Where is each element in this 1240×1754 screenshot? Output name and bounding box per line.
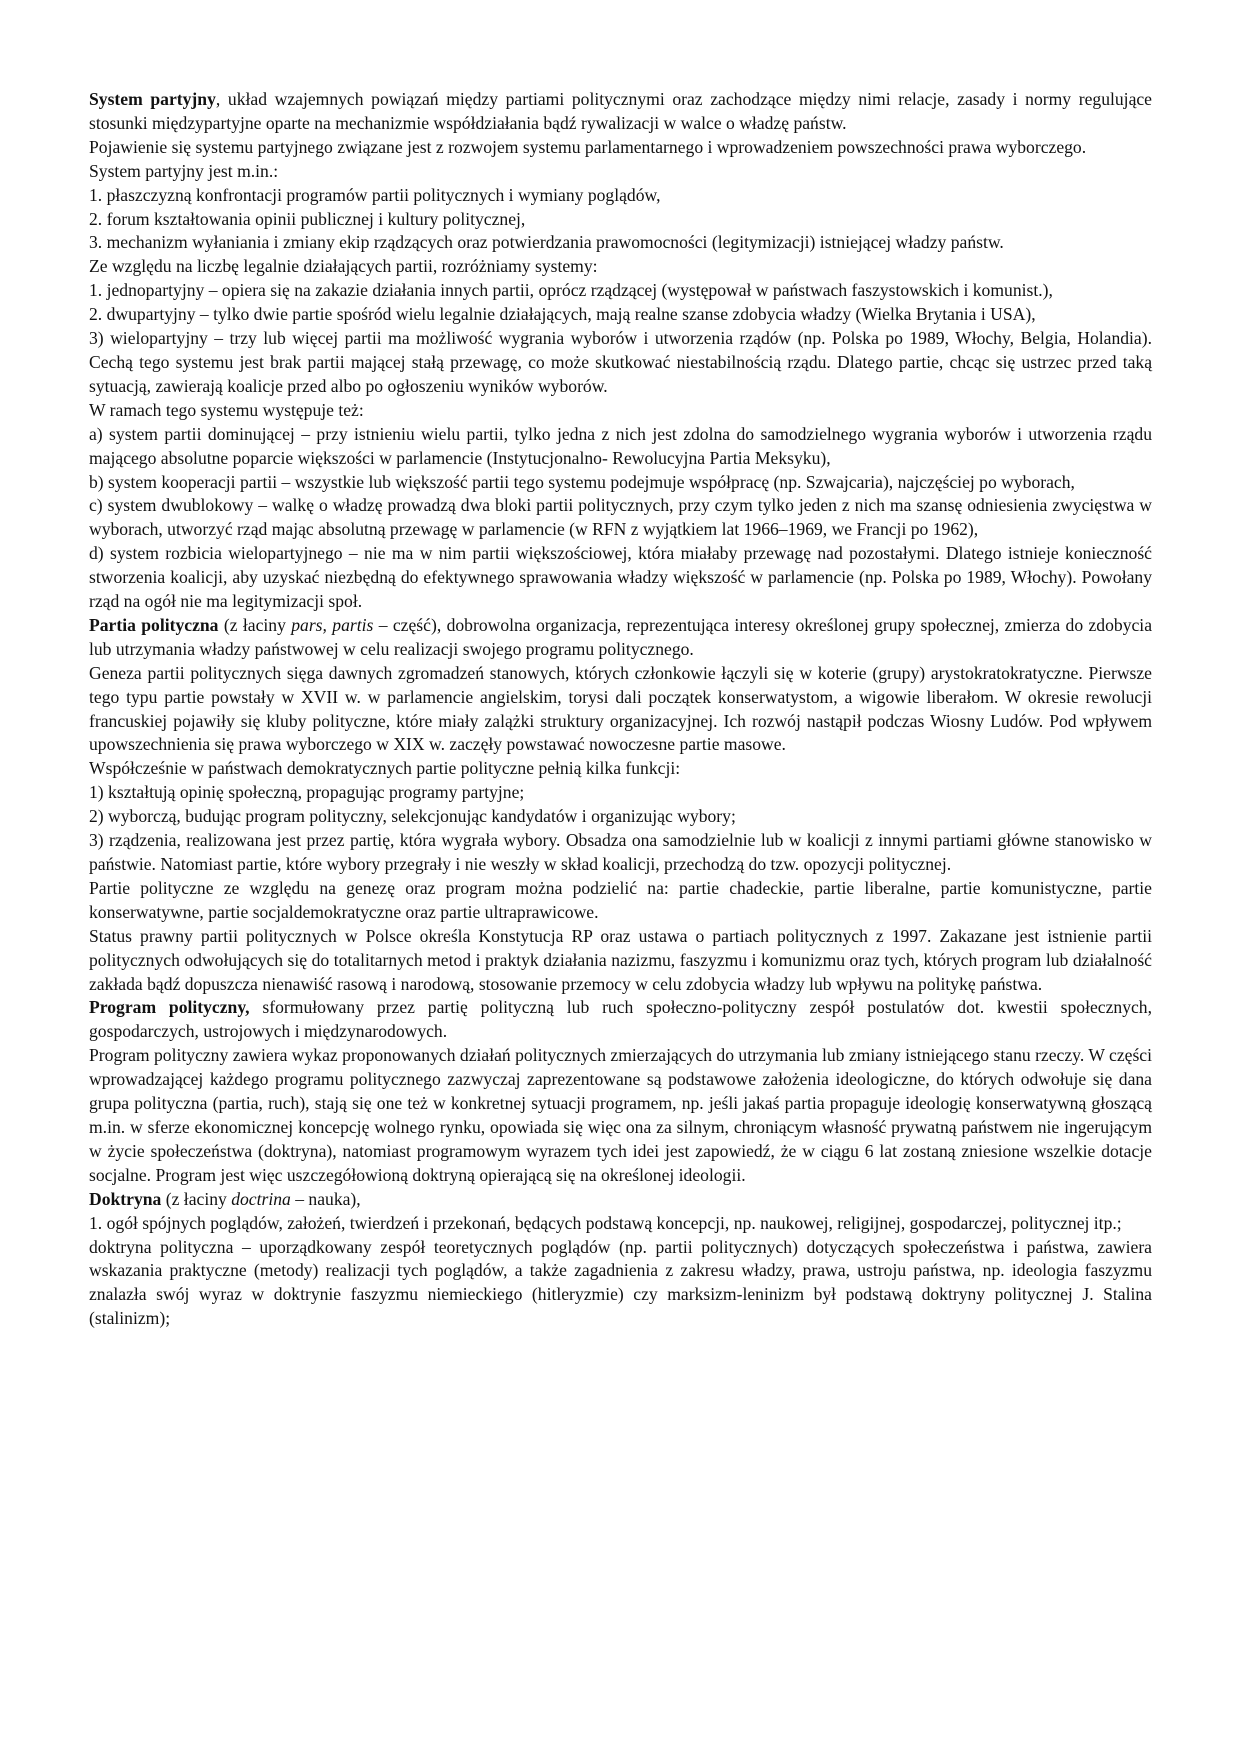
paragraph (89, 423, 1152, 471)
paragraph (89, 1044, 1152, 1187)
paragraph (89, 614, 1152, 662)
paragraph (89, 255, 1152, 279)
paragraph (89, 160, 1152, 184)
paragraph (89, 757, 1152, 781)
text-run: – nauka), (290, 1188, 361, 1209)
bold-term: System partyjny (89, 89, 216, 109)
paragraph (89, 471, 1152, 495)
paragraph (89, 88, 1152, 136)
text-run: 1. ogół spójnych poglądów, założeń, twierdzeń i przekonań, będących podstawą koncepcji, np. naukowej, religijnej, gospodarczej, politycznej itp.; (89, 1212, 1122, 1233)
paragraph (89, 662, 1152, 758)
text-run: 3. mechanizm wyłaniania i zmiany ekip rządzących oraz potwierdzania prawomocności (legitymizacji) istniejącej władzy państw. (89, 232, 1004, 253)
paragraph (89, 925, 1152, 997)
text-run: System partyjny jest m.in.: (89, 160, 279, 181)
text-run: W ramach tego systemu występuje też: (89, 399, 364, 420)
text-run: a) system partii dominującej – przy istnieniu wielu partii, tylko jedna z nich jest zdolna do samodzielnego wygrania wyborów i utworzenia rządu mającego absolutne poparcie większości w parlamencie (Instytucjonalno- Rewolucyjna Partia Meksyku), (89, 423, 1152, 468)
text-run: c) system dwublokowy – walkę o władzę prowadzą dwa bloki partii politycznych, przy czym tylko jeden z nich ma szansę odniesienia zwycięstwa w wyborach, utworzyć rząd mając absolutną przewagę w parlamencie (w RFN z wyjątkiem lat 1966–1969, we Francji po 1962), (89, 495, 1152, 540)
italic-term: doctrina (231, 1188, 291, 1209)
text-run: Status prawny partii politycznych w Polsce określa Konstytucja RP oraz ustawa o partiach politycznych z 1997. Zakazane jest istnienie partii politycznych odwołujących się do totalitarnych metod i praktyk działania nazizmu, faszyzmu i komunizmu oraz tych, których program lub działalność zakłada bądź dopuszcza nienawiść rasową i narodową, stosowanie przemocy w celu zdobycia władzy lub wpływu na politykę państwa. (89, 925, 1152, 994)
text-run: 2. forum kształtowania opinii publicznej i kultury politycznej, (89, 208, 526, 229)
paragraph (89, 136, 1152, 160)
text-run: 3) wielopartyjny – trzy lub więcej partii ma możliwość wygrania wyborów i utworzenia rządów (np. Polska po 1989, Włochy, Belgia, Holandia). Cechą tego systemu jest brak partii mającej stałą przewagę, co może skutkować niestabilnością rządu. Dlatego partie, chcąc się ustrzec przed taką sytuacją, zawierają koalicje przed albo po ogłoszeniu wyników wyborów. (89, 328, 1152, 396)
text-run: 2. dwupartyjny – tylko dwie partie spośród wielu legalnie działających, mają realne szanse zdobycia władzy (Wielka Brytania i USA), (89, 304, 1036, 325)
text-run: Geneza partii politycznych sięga dawnych zgromadzeń stanowych, których członkowie łączyli się w koterie (grupy) arystokratokratyczne. Pierwsze tego typu partie powstały w XVII w. w parlamencie angielskim, torysi dali początek konserwatystom, a wigowie liberałom. W okresie rewolucji francuskiej pojawiły się kluby polityczne, które miały zalążki struktury organizacyjnej. Ich rozwój nastąpił podczas Wiosny Ludów. Pod wpływem upowszechnienia się prawa wyborczego w XIX w. zaczęły powstawać nowoczesne partie masowe. (89, 662, 1152, 755)
text-run: d) system rozbicia wielopartyjnego – nie ma w nim partii większościowej, która miałaby przewagę nad pozostałymi. Dlatego istnieje konieczność stworzenia koalicji, aby uzyskać niezbędną do efektywnego sprawowania władzy większość w parlamencie (np. Polska po 1989, Włochy). Powołany rząd na ogół nie ma legitymizacji społ. (89, 543, 1152, 612)
text-run: doktryna polityczna – uporządkowany zespół teoretycznych poglądów (np. partii politycznych) dotyczących społeczeństwa i państwa, zawiera wskazania praktyczne (metody) realizacji tych poglądów, a także zagadnienia z zakresu władzy, prawa, ustroju państwa, np. ideologia faszyzmu znalazła swój wyraz w doktrynie faszyzmu niemieckiego (hitleryzmie) czy marksizm-leninizm był podstawą doktryny politycznej J. Stalina (stalinizm); (89, 1236, 1152, 1329)
bold-term: Doktryna (89, 1188, 162, 1209)
paragraph (89, 1188, 1152, 1212)
text-run: , układ wzajemnych powiązań między partiami politycznymi oraz zachodzące między nimi relacje, zasady i normy regulujące stosunki międzypartyjne oparte na mechanizmie współdziałania bądź rywalizacji w walce o władzę państw. (89, 89, 1152, 133)
text-run: 3) rządzenia, realizowana jest przez partię, która wygrała wybory. Obsadza ona samodzielnie lub w koalicji z innymi partiami główne stanowisko w państwie. Natomiast partie, które wybory przegrały i nie weszły w skład koalicji, przechodzą do tzw. opozycji politycznej. (89, 830, 1152, 874)
paragraph (89, 231, 1152, 255)
paragraph (89, 781, 1152, 805)
text-run: Pojawienie się systemu partyjnego związane jest z rozwojem systemu parlamentarnego i wprowadzeniem powszechności prawa wyborczego. (89, 136, 1087, 157)
paragraph (89, 805, 1152, 829)
paragraph (89, 327, 1152, 399)
text-run: b) system kooperacji partii – wszystkie lub większość partii tego systemu podejmuje współpracę (np. Szwajcaria), najczęściej po wyborach, (89, 471, 1075, 492)
bold-term: Partia polityczna (89, 614, 219, 635)
text-run: Ze względu na liczbę legalnie działających partii, rozróżniamy systemy: (89, 256, 598, 277)
paragraph (89, 996, 1152, 1044)
text-run: 1) kształtują opinię społeczną, propagując programy partyjne; (89, 782, 525, 803)
text-run: (z łaciny (218, 614, 292, 635)
paragraph (89, 184, 1152, 208)
text-run: Program polityczny zawiera wykaz proponowanych działań politycznych zmierzających do utrzymania lub zmiany istniejącego stanu rzeczy. W części wprowadzającej każdego programu politycznego zazwyczaj zaprezentowane są podstawowe założenia ideologiczne, do których odwołuje się dana grupa polityczna (partia, ruch), stają się one też w konkretnej sytuacji programem, np. jeśli jakaś partia propaguje ideologię konserwatywną głoszącą m.in. w sferze ekonomicznej koncepcję wolnego rynku, opowiada się więc ona za silnym, chroniącym własność prywatną państwem nie ingerującym w życie społeczeństwa (doktryna), natomiast programowym wyrazem tych idei jest zapowiedź, że w ciągu 6 lat zostaną zniesione wszelkie dotacje socjalne. Program jest więc uszczegółowioną doktryną opierającą się na określonej ideologii. (89, 1045, 1152, 1185)
text-run: sformułowany przez partię polityczną lub ruch społeczno-polityczny zespół postulatów dot. kwestii społecznych, gospodarczych, ustrojowych i międzynarodowych. (89, 997, 1152, 1042)
bold-term: Program polityczny, (89, 997, 250, 1018)
italic-term: pars, partis (291, 614, 374, 635)
paragraph (89, 829, 1152, 877)
paragraph (89, 208, 1152, 232)
text-run: – część), dobrowolna organizacja, reprezentująca interesy określonej grupy społecznej, zmierza do zdobycia lub utrzymania władzy państwowej w celu realizacji swojego programu politycznego. (89, 614, 1153, 659)
paragraph (89, 279, 1152, 303)
text-run: Partie polityczne ze względu na genezę oraz program można podzielić na: partie chadeckie, partie liberalne, partie komunistyczne, partie konserwatywne, partie socjaldemokratyczne oraz partie ultraprawicowe. (89, 877, 1152, 922)
text-run: 2) wyborczą, budując program polityczny, selekcjonując kandydatów i organizując wybory; (89, 806, 736, 827)
paragraph (89, 877, 1152, 925)
text-run: Współcześnie w państwach demokratycznych partie polityczne pełnią kilka funkcji: (89, 758, 681, 779)
paragraph (89, 303, 1152, 327)
paragraph (89, 542, 1152, 614)
text-run: (z łaciny (161, 1188, 232, 1209)
paragraph (89, 1236, 1152, 1332)
paragraph (89, 494, 1152, 542)
paragraph (89, 1212, 1152, 1236)
paragraph (89, 399, 1152, 423)
text-run: 1. jednopartyjny – opiera się na zakazie działania innych partii, oprócz rządzącej (występował w państwach faszystowskich i komunist.), (89, 280, 1053, 301)
text-run: 1. płaszczyzną konfrontacji programów partii politycznych i wymiany poglądów, (89, 184, 661, 205)
